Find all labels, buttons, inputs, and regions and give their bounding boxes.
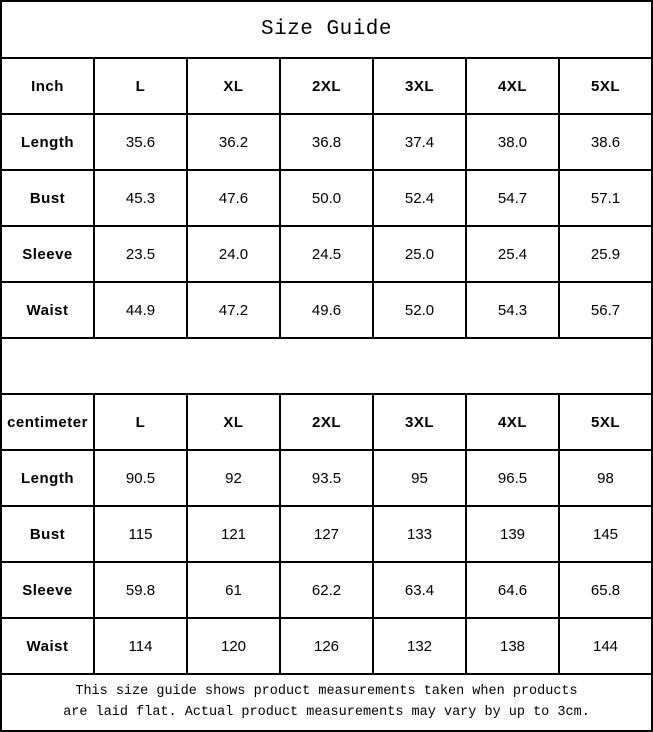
inch-size-header-5xl: 5XL [559, 58, 652, 114]
size-value: 61 [187, 562, 280, 618]
cm-waist-row [1, 618, 652, 674]
size-value: 138 [466, 618, 559, 674]
inch-size-header-xl: XL [187, 58, 280, 114]
size-value: 25.0 [373, 226, 466, 282]
size-value: 92 [187, 450, 280, 506]
size-value: 114 [94, 618, 187, 674]
size-value: 23.5 [94, 226, 187, 282]
row-label: Length [1, 114, 94, 170]
inch-size-header-4xl: 4XL [466, 58, 559, 114]
inch-size-header-3xl: 3XL [373, 58, 466, 114]
cm-size-header-3xl: 3XL [373, 394, 466, 450]
footer-disclaimer [1, 674, 652, 731]
inch-unit-header: Inch [1, 58, 94, 114]
size-value: 54.3 [466, 282, 559, 338]
size-value: 145 [559, 506, 652, 562]
size-value: 62.2 [280, 562, 373, 618]
size-value: 63.4 [373, 562, 466, 618]
cm-size-header-5xl: 5XL [559, 394, 652, 450]
size-value: 127 [280, 506, 373, 562]
footer-line-1: This size guide shows product measurements taken when products [75, 684, 578, 700]
size-value: 133 [373, 506, 466, 562]
size-value: 57.1 [559, 170, 652, 226]
size-value: 38.0 [466, 114, 559, 170]
size-value: 25.4 [466, 226, 559, 282]
size-value: 54.7 [466, 170, 559, 226]
size-value: 139 [466, 506, 559, 562]
size-value: 98 [559, 450, 652, 506]
row-label: Bust [1, 506, 94, 562]
size-value: 47.6 [187, 170, 280, 226]
footer-line-2: are laid flat. Actual product measurements may vary by up to 3cm. [63, 704, 590, 720]
inch-size-header-2xl: 2XL [280, 58, 373, 114]
size-value: 121 [187, 506, 280, 562]
size-value: 49.6 [280, 282, 373, 338]
inch-sleeve-row [1, 226, 652, 282]
size-value: 36.2 [187, 114, 280, 170]
cm-size-header-l: L [94, 394, 187, 450]
inch-header-row [1, 58, 652, 114]
inch-bust-row [1, 170, 652, 226]
row-label: Waist [1, 618, 94, 674]
size-value: 52.0 [373, 282, 466, 338]
size-value: 35.6 [94, 114, 187, 170]
size-value: 44.9 [94, 282, 187, 338]
size-value: 144 [559, 618, 652, 674]
page-title: Size Guide [1, 1, 652, 58]
cm-header-row [1, 394, 652, 450]
spacer-cell [1, 338, 652, 394]
cm-length-row [1, 450, 652, 506]
cm-unit-header: centimeter [1, 394, 94, 450]
row-label: Bust [1, 170, 94, 226]
size-value: 59.8 [94, 562, 187, 618]
cm-size-header-xl: XL [187, 394, 280, 450]
row-label: Waist [1, 282, 94, 338]
inch-length-row [1, 114, 652, 170]
size-value: 24.5 [280, 226, 373, 282]
size-value: 115 [94, 506, 187, 562]
size-value: 120 [187, 618, 280, 674]
size-value: 52.4 [373, 170, 466, 226]
size-value: 93.5 [280, 450, 373, 506]
size-value: 25.9 [559, 226, 652, 282]
row-label: Sleeve [1, 562, 94, 618]
size-value: 37.4 [373, 114, 466, 170]
size-value: 50.0 [280, 170, 373, 226]
cm-size-header-2xl: 2XL [280, 394, 373, 450]
footer-row [1, 674, 652, 731]
row-label: Length [1, 450, 94, 506]
size-value: 90.5 [94, 450, 187, 506]
size-value: 132 [373, 618, 466, 674]
size-value: 45.3 [94, 170, 187, 226]
title-row [1, 1, 652, 58]
size-value: 64.6 [466, 562, 559, 618]
row-label: Sleeve [1, 226, 94, 282]
inch-size-header-l: L [94, 58, 187, 114]
size-value: 47.2 [187, 282, 280, 338]
size-value: 126 [280, 618, 373, 674]
size-value: 36.8 [280, 114, 373, 170]
size-value: 96.5 [466, 450, 559, 506]
inch-waist-row [1, 282, 652, 338]
size-value: 56.7 [559, 282, 652, 338]
cm-size-header-4xl: 4XL [466, 394, 559, 450]
spacer-row [1, 338, 652, 394]
cm-bust-row [1, 506, 652, 562]
size-value: 38.6 [559, 114, 652, 170]
size-value: 24.0 [187, 226, 280, 282]
size-value: 65.8 [559, 562, 652, 618]
size-value: 95 [373, 450, 466, 506]
cm-sleeve-row [1, 562, 652, 618]
